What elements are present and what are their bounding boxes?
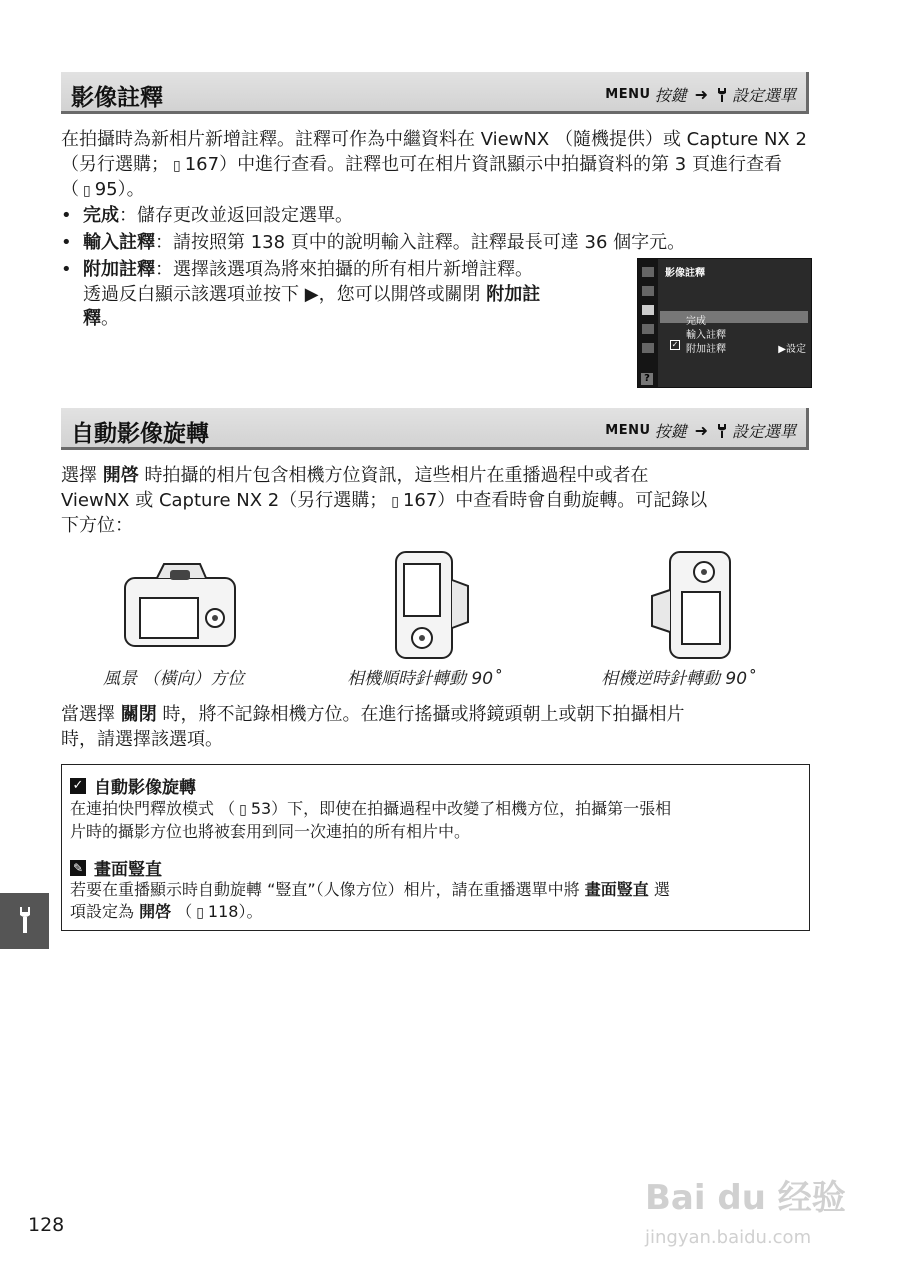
watermark-url: jingyan.baidu.com [645,1227,812,1248]
section-header-image-comment [61,72,809,114]
camera-menu-screenshot [637,258,812,388]
book-ref-icon: ▯ [173,157,181,174]
book-ref-icon: ▯ [239,802,247,818]
bullet-text: ：選擇該選項為將來拍攝的所有相片新增註釋。 [155,259,533,280]
menu-key-label: MENU [605,423,651,438]
bullet-tail: 。 [101,308,119,329]
watermark [645,1170,855,1250]
checkbox-icon: ✓ [671,340,679,349]
book-ref-icon: ▯ [391,493,399,510]
help-icon: ? [641,373,653,385]
note-heading-auto-rotate: ✓ 自動影像旋轉 [70,773,196,798]
menu-title: 影像註釋 [665,268,705,279]
wrench-icon [0,893,49,949]
menu-path [605,83,796,106]
bullet-text: ：儲存更改並返回設定選單。 [119,205,353,226]
key-label: 按鍵 [654,422,687,441]
pencil-icon: ✎ [70,860,86,876]
section-header-auto-rotate [61,408,809,450]
intro-text: 在拍攝時為新相片新增註釋。註釋可作為中繼資料在 ViewNX （隨機提供）或 Capture NX 2（另行選購； [61,129,807,175]
retouch-icon [642,324,654,334]
wrench-icon [716,423,728,439]
intro-text-2: 167）中進行查看。註釋也可在相片資訊顯示中拍攝資料的第 3 頁進行查看 （ [61,153,782,200]
bullet-text-2: 透過反白顯示該選項並按下 ▶，您可以開啓或關閉 [83,283,487,305]
setup-menu-label: 設定選單 [731,422,796,441]
check-icon: ✓ [70,778,86,794]
notes-box [61,764,810,931]
recent-icon [642,343,654,353]
menu-key-label: MENU [605,87,651,102]
menu-item-input: 輸入註釋 [686,330,726,341]
key-label: 按鍵 [654,86,687,105]
bullet-term: 完成 [83,205,119,226]
off-paragraph: 當選擇 關閉 時，將不記錄相機方位。在進行搖攝或將鏡頭朝上或朝下拍攝相片 時，請選擇該選項。 [61,704,685,750]
bullet-term-2: 附加註 [486,283,541,305]
wrench-icon [642,305,654,315]
camera-icon [642,286,654,296]
camera-counterclockwise-illustration [648,550,734,662]
arrow-right-icon: ➜ [694,421,708,440]
book-ref-icon: ▯ [196,905,204,921]
intro-paragraph [61,128,813,204]
play-icon [642,267,654,277]
camera-landscape-illustration [122,560,238,650]
setup-menu-label: 設定選單 [731,86,796,105]
arrow-right-icon: ➜ [694,85,708,104]
book-ref-icon: ▯ [83,183,91,199]
camera-clockwise-illustration [392,550,472,662]
menu-value: ▶設定 [778,344,806,355]
note-heading-rotate-tall: ✎ 畫面豎直 [70,855,162,880]
watermark-brand: Bai du 经验 [645,1178,846,1218]
note-text-rotate-tall: 若要在重播顯示時自動旋轉 “豎直”（人像方位）相片，請在重播選單中將 畫面豎直 選 項設定為 開啓 （ ▯ 118）。 [70,880,670,921]
bullet-term: 輸入註釋 [83,232,155,253]
caption-landscape: 風景 （橫向）方位 [103,669,245,689]
bullet-text: ：請按照第 138 頁中的說明輸入註釋。註釋最長可達 36 個字元。 [155,232,686,253]
rotate-paragraph: 選擇 開啓 時拍攝的相片包含相機方位資訊，這些相片在重播過程中或者在 ViewNX 或 Capture NX 2（另行選購； ▯ 167）中查看時會自動旋轉。可記錄以 下方位： [61,465,708,536]
menu-item-attach: 附加註釋 [686,344,726,355]
chapter-tab [0,893,49,949]
intro-text-3: 95）。 [94,179,145,200]
section-title: 影像註釋 [71,85,163,111]
page-number: 128 [28,1214,65,1236]
wrench-icon [716,87,728,103]
menu-sidebar [638,259,658,387]
note-text-auto-rotate: 在連拍快門釋放模式 （ ▯ 53）下，即使在拍攝過程中改變了相機方位，拍攝第一張相 片時的攝影方位也將被套用到同一次連拍的所有相片中。 [70,799,672,841]
menu-highlight [660,311,808,323]
bullet-term-3: 釋 [83,308,101,329]
term-on: 開啓 [102,465,139,486]
menu-item-done: 完成 [686,316,706,327]
section-title: 自動影像旋轉 [71,421,209,447]
bullet-term: 附加註釋 [83,259,155,280]
menu-path [605,419,796,442]
caption-clockwise: 相機順時針轉動 90˚ [347,669,502,689]
term-off: 關閉 [120,704,157,725]
caption-counterclockwise: 相機逆時針轉動 90˚ [601,669,756,689]
